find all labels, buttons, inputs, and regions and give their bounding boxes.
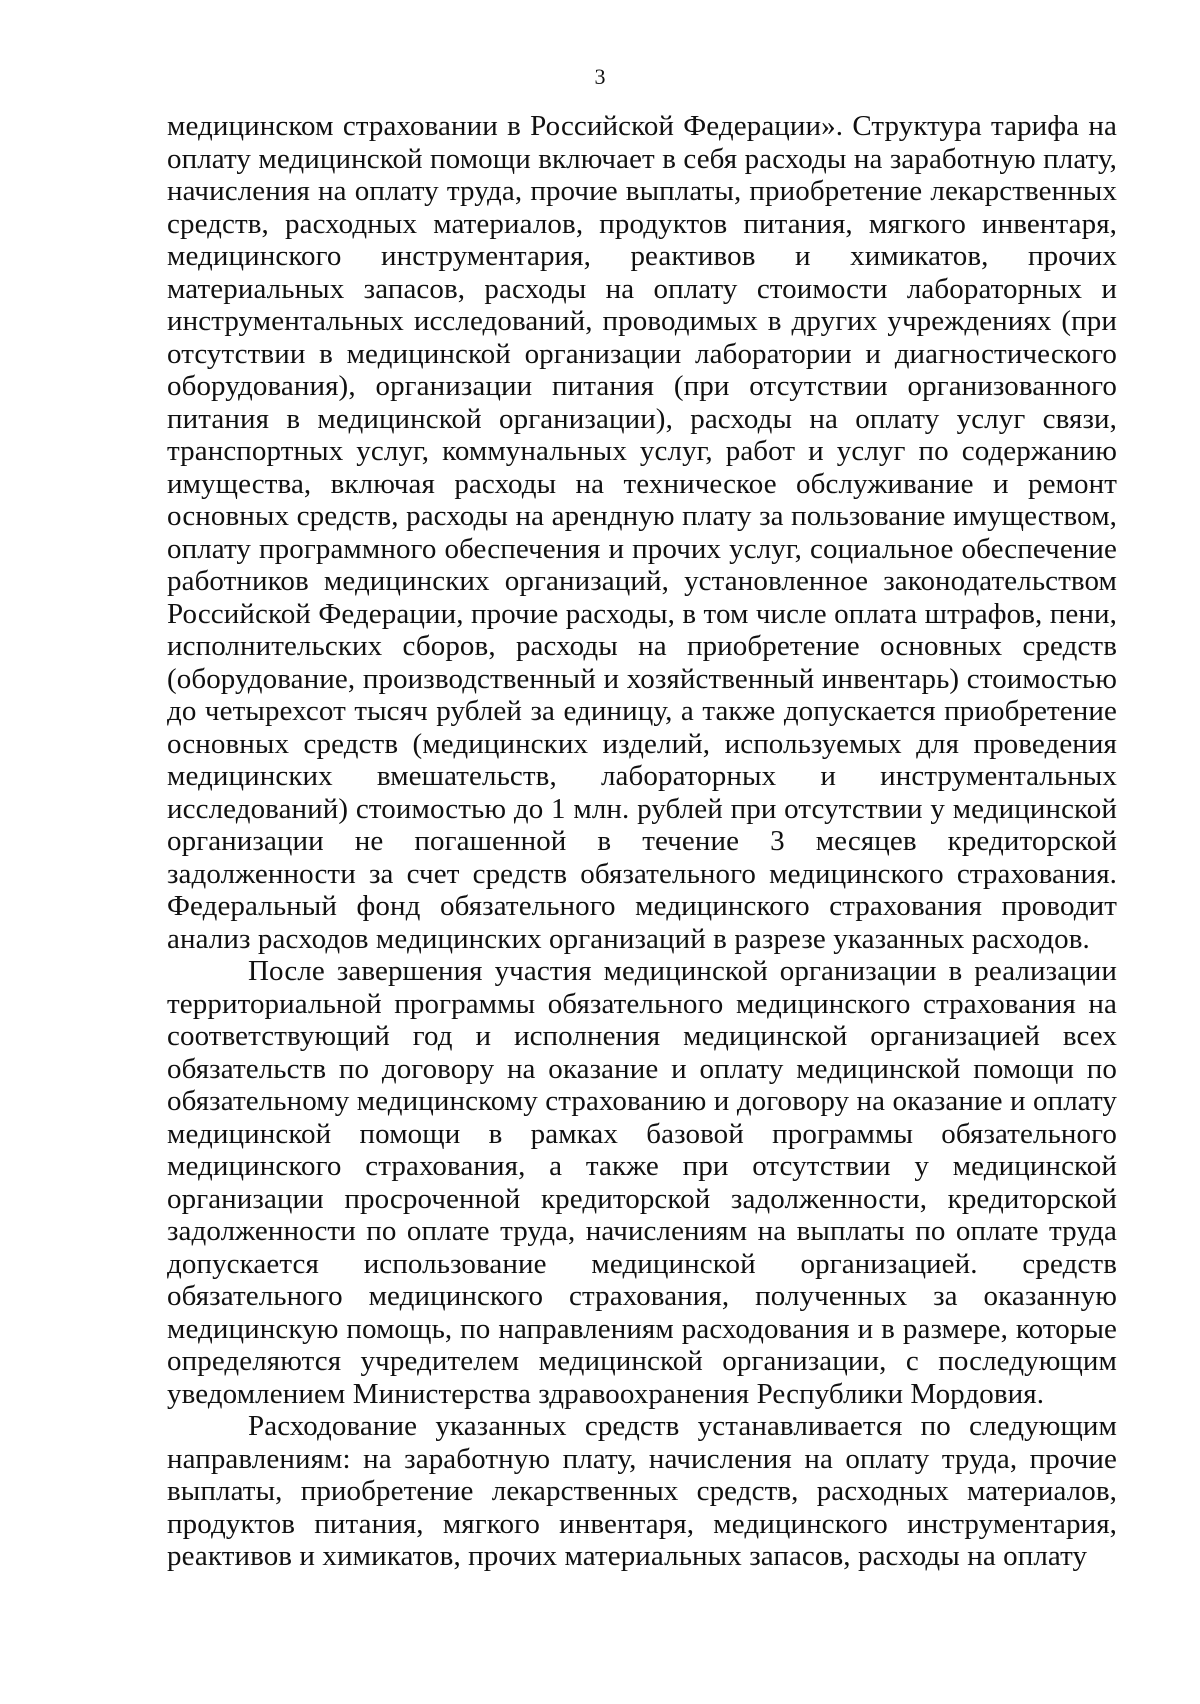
paragraph-funds-usage-conditions: После завершения участия медицинской организации в реализации территориальной программы обязательного медицинского страхования на соответствующий год и исполнения медицинской организацией всех обязательств по договору на оказание и оплату медицинской помощи по обязательному медицинскому страхованию и договору на оказание и оплату медицинской помощи в рамках базовой программы обязательного медицинского страхования, а также при отсутствии у медицинской организации просроченной кредиторской задолженности, кредиторской задолженности по оплате труда, начислениям на выплаты по оплате труда допускается использование медицинской организацией. средств обязательного медицинского страхования, полученных за оказанную медицинскую помощь, по направлениям расходования и в размере, которые определяются учредителем медицинской организации, с последующим уведомлением Министерства здравоохранения Республики Мордовия. bbox=[167, 955, 1117, 1410]
paragraph-tariff-structure: медицинском страховании в Российской Федерации». Структура тарифа на оплату медицинской помощи включает в себя расходы на заработную плату, начисления на оплату труда, прочие выплаты, приобретение лекарственных средств, расходных материалов, продуктов питания, мягкого инвентаря, медицинского инструментария, реактивов и химикатов, прочих материальных запасов, расходы на оплату стоимости лабораторных и инструментальных исследований, проводимых в других учреждениях (при отсутствии в медицинской организации лаборатории и диагностического оборудования), организации питания (при отсутствии организованного питания в медицинской организации), расходы на оплату услуг связи, транспортных услуг, коммунальных услуг, работ и услуг по содержанию имущества, включая расходы на техническое обслуживание и ремонт основных средств, расходы на арендную плату за пользование имуществом, оплату программного обеспечения и прочих услуг, социальное обеспечение работников медицинских организаций, установленное законодательством Российской Федерации, прочие расходы, в том числе оплата штрафов, пени, исполнительских сборов, расходы на приобретение основных средств (оборудование, производственный и хозяйственный инвентарь) стоимостью до четырехсот тысяч рублей за единицу, а также допускается приобретение основных средств (медицинских изделий, используемых для проведения медицинских вмешательств, лабораторных и инструментальных исследований) стоимостью до 1 млн. рублей при отсутствии у медицинской организации не погашенной в течение 3 месяцев кредиторской задолженности за счет средств обязательного медицинского страхования. Федеральный фонд обязательного медицинского страхования проводит анализ расходов медицинских организаций в разрезе указанных расходов. bbox=[167, 110, 1117, 955]
paragraph-spending-directions: Расходование указанных средств устанавливается по следующим направлениям: на заработную плату, начисления на оплату труда, прочие выплаты, приобретение лекарственных средств, расходных материалов, продуктов питания, мягкого инвентаря, медицинского инструментария, реактивов и химикатов, прочих материальных запасов, расходы на оплату bbox=[167, 1410, 1117, 1572]
document-body bbox=[167, 110, 1117, 1573]
page-number: 3 bbox=[594, 64, 606, 89]
